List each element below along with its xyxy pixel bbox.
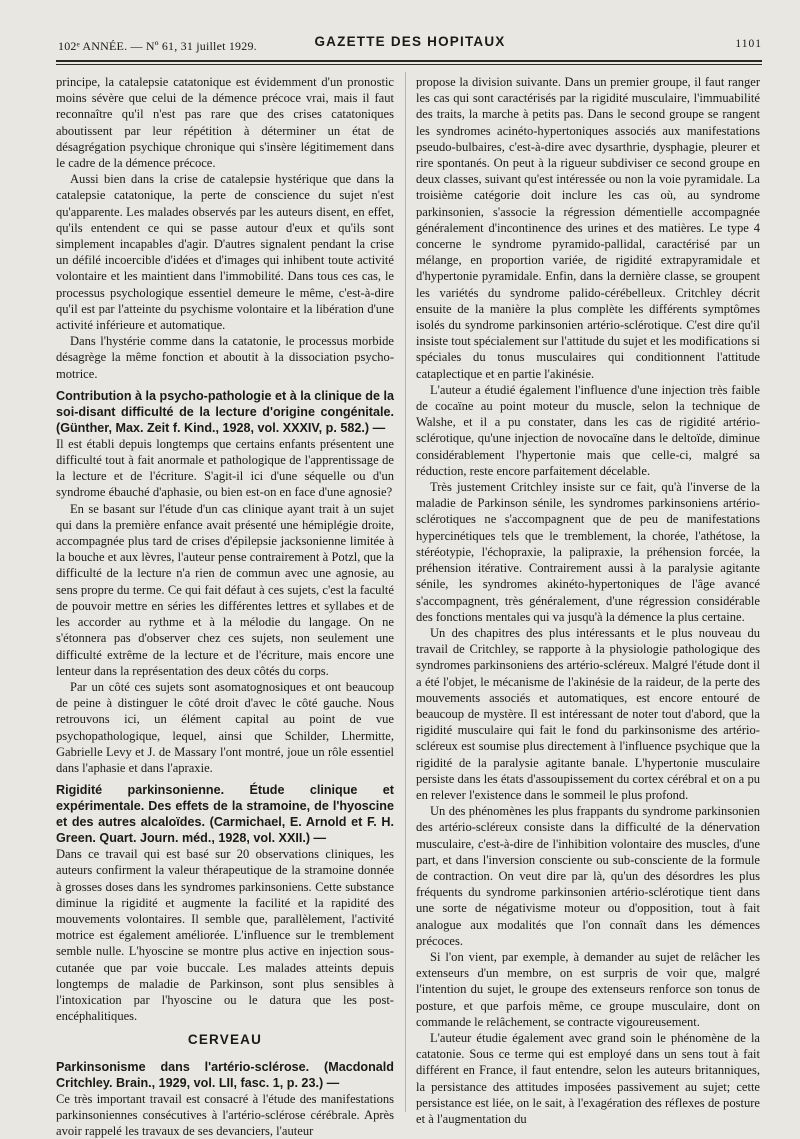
header-rule-thick — [56, 60, 762, 62]
article-heading: Contribution à la psycho-pathologie et à la clinique de la soi-disant difficulté de la lecture d'origine congénitale. (Günther, Max. Zeit f. Kind., 1928, vol. XXXIV, p. 582.) — — [56, 388, 394, 435]
issue-info: 102ᵉ ANNÉE. — Nº 61, 31 juillet 1929. — [58, 39, 257, 53]
journal-title: GAZETTE DES HOPITAUX — [314, 34, 506, 49]
paragraph: Dans l'hystérie comme dans la catatonie, le processus morbide désagrège la même fonction et aboutit à la dissociation psycho-motrice. — [56, 334, 394, 381]
paragraph: principe, la catalepsie catatonique est évidemment d'un pronostic moins sévère que celui de la démence précoce vrai, mais il faut reconnaître qu'il n'est pas rare que des crises catatoniques aboutissent par leur répétition à déterminer un état de désagrégation psychique chronique qui s'insère légitimement dans le cadre de la démence précoce. — [56, 75, 394, 171]
right-column — [416, 74, 760, 1127]
paragraph: Si l'on vient, par exemple, à demander au sujet de relâcher les extenseurs d'un membre, on est surpris de voir que, malgré l'intention du sujet, le groupe des extenseurs renforce son tonus de posture, et que parfois même, ce groupe musculaire, dont on commande le relâchement, se contracte vigoureusement. — [416, 949, 760, 1029]
header-rule-thin — [56, 64, 762, 65]
paragraph: Ce très important travail est consacré à l'étude des manifestations parkinsoniennes consécutives à l'artério-sclérose cérébrale. Après avoir rappelé les travaux de ses devanciers, l'auteur — [56, 1091, 394, 1138]
page-number: 1101 — [735, 38, 762, 50]
paragraph: propose la division suivante. Dans un premier groupe, il faut ranger les cas qui sont caractérisés par la rigidité musculaire, l'immuabilité des traits, la marche à petits pas. Dans le second groupe se rangent les syndromes acinéto-hypertoniques associés aux manifestations pseudo-bulbaires, c'est-à-dire avec dysarthrie, dysphagie, pleurer et rire spontanés. On peut à la rigueur subdiviser ce second groupe en deux classes, suivant qu'est intéressée ou non la voie pyramidale. La troisième catégorie doit inclure les cas où, au syndrome parkinsonien, s'associe la régression démentielle accompagnée généralement d'incontinence des urines et des matières. Le type 4 concerne le syndrome pyramido-pallidal, caractérisé par un mélange, en proportion variée, de rigidité extrapyramidale et d'hypertonie pyramidale. Enfin, dans la dernière classe, se groupent les variétés du syndrome palido-cérébelleux. Critchley décrit ensuite de la manière la plus complète les différents symptômes isolés du syndrome parkinsonien artério-sclérotique. C'est dire qu'il insiste tout spécialement sur l'attitude du sujet et les modifications si spéciales du tonus musculaires qui conditionnent l'attitude cataplectique et en partie l'akinésie. — [416, 75, 760, 381]
page-header — [58, 34, 762, 56]
paragraph: Un des phénomènes les plus frappants du syndrome parkinsonien des artério-scléreux consiste dans la difficulté de la dénervation musculaire, c'est-à-dire de l'inhibition volontaire des muscles, d'une part, et dans l'inversion consciente ou sub-consciente de la formule de contraction. On veut dire par là, qu'un des désordres les plus fréquents du syndrome parkinsonien artério-sclérotique tient dans une sorte de négativisme moteur ou d'opposition, tout à fait analogue aux modalités que l'on connaît dans les démences précoces. — [416, 804, 760, 948]
article-heading: Parkinsonisme dans l'artério-sclérose. (Macdonald Critchley. Brain., 1929, vol. LII, fasc. 1, p. 23.) — — [56, 1059, 394, 1090]
paragraph: En se basant sur l'étude d'un cas clinique ayant trait à un sujet qui dans la première enfance avait présenté une hémiplégie droite, accompagnée plus tard de crises d'épilepsie jacksonienne limitée à la bouche et aux lèvres, l'auteur pense contrairement à Potzl, que la difficulté de la lecture n'a rien de commun avec une agnosie, au sens propre du terme. Ce qui fait défaut à ces sujets, c'est la faculté de pouvoir mettre en séries les différentes lettres et syllabes et de les accorder au rythme et à la mélodie du langage. On ne s'étonnera pas d'observer chez ces sujets, non seulement une difficulté extrême de la lecture et de l'écriture, mais encore une lenteur dans la représentation des deux côtés du corps. — [56, 501, 394, 678]
paragraph: L'auteur a étudié également l'influence d'une injection très faible de cocaïne au point moteur du muscle, selon la technique de Walshe, et il a pu constater, dans les cas de rigidité artério-sclérotique, qu'une injection de novocaïne dans le deltoïde, diminue considérablement l'hypertonie mais que celle-ci, malgré sa réduction, reste encore parfaitement décelable. — [416, 382, 760, 478]
paragraph: Un des chapitres des plus intéressants et le plus nouveau du travail de Critchley, se rapporte à la physiologie pathologique des syndromes parkinsoniens des artério-scléreux. Malgré l'étude dont il a été l'objet, le mécanisme de l'akinésie de la raideur, de la perte des mouvements associés et automatiques, est encore entouré de beaucoup de mystère. Il est intéressant de noter tout d'abord, que la rigidité musculaire qui fait le fond du parkinsonisme des artério-scléreux est soumise plus directement à l'influence psychique que la rigidité de la paralysie agitante banale. L'hypertonie musculaire persiste dans les états d'assoupissement du cortex cérébral et on a pu en relever l'existence dans le sommeil le plus profond. — [416, 625, 760, 802]
paragraph: Dans ce travail qui est basé sur 20 observations cliniques, les auteurs confirment la valeur thérapeutique de la stramoine donnée à grosses doses dans les syndromes parkinsoniens. Cette substance diminue la rigidité et augmente la facilité et la rapidité des mouvements volontaires. Il semble que, parallèlement, l'activité motrice est également améliorée. L'influence sur le tremblement semble nulle. L'hyoscine se montre plus active en injection sous-cutanée que par voie buccale. Les malades atteints depuis longtemps de maladie de Parkinson, sont plus sensibles à l'intoxication par l'hyoscine ou le datura que les post-encéphalitiques. — [56, 847, 394, 1024]
article-heading: Rigidité parkinsonienne. Étude clinique et expérimentale. Des effets de la stramoine, de l'hyoscine et des autres alcaloïdes. (Carmichael, E. Arnold et F. H. Green. Quart. Journ. méd., 1928, vol. XXII.) — — [56, 783, 394, 846]
paragraph: Par un côté ces sujets sont asomatognosiques et ont beaucoup de peine à distinguer le côté droit d'avec le côté gauche. Nous retrouvons ici, un élément capital au point de vue psychopathologique, lequel, ainsi que Schilder, Lhermitte, Gabrielle Levy et J. de Massary l'ont montré, joue un rôle essentiel dans l'aphasie et dans l'apraxie. — [56, 679, 394, 775]
section-title: CERVEAU — [187, 1032, 263, 1048]
paragraph: Très justement Critchley insiste sur ce fait, qu'à l'inverse de la maladie de Parkinson sénile, les syndromes parkinsoniens artério-sclérotiques ne s'accompagnent que de peu de manifestations hypercinétiques tels que le tremblement, la chorée, l'athétose, la stéréotypie, l'échopraxie, la palipraxie, la préhension forcée, la préhension itérative. Contrairement aussi à la paralysie agitante sénile, les syndromes akinéto-hypertoniques de l'âge avancé s'accompagnent, très généralement, d'une régression considérable des fonctions mentales qui va jusqu'à la démence la plus certaine. — [416, 480, 760, 624]
paragraph: Il est établi depuis longtemps que certains enfants présentent une difficulté tout à fait anormale et pathologique de l'apprentissage de la lecture et de l'écriture. S'agit-il ici d'une séquelle ou d'un syndrome ébauché d'aphasie, ou bien est-on en face d'une agnosie? — [56, 436, 394, 500]
column-divider — [405, 72, 406, 1112]
left-column — [56, 74, 394, 1139]
paragraph: L'auteur étudie également avec grand soin le phénomène de la catatonie. Sous ce terme qui est employé dans un sens tout à fait différent en France, il faut entendre, selon les auteurs britanniques, la persistance des attitudes imposées passivement au sujet; cette persistance est liée, on le sait, à l'exagération des réflexes de posture et à l'augmentation du — [416, 1030, 760, 1126]
paragraph: Aussi bien dans la crise de catalepsie hystérique que dans la catalepsie catatonique, la perte de conscience du sujet n'est qu'apparente. Les malades observés par les auteurs disent, en effet, qu'ils entendent ce qui se passe autour d'eux et qu'ils sont simplement incapables d'agir. D'autres signalent pendant la crise un défilé incoercible d'idées et d'images qui inhibent toute activité volontaire et les maintient dans l'immobilité. Dans tous ces cas, le processus psychologique essentiel demeure le même, c'est-à-dire qu'il est par l'atteinte du psychisme volontaire et la libération d'une activité inférieure et automatique. — [56, 172, 394, 333]
